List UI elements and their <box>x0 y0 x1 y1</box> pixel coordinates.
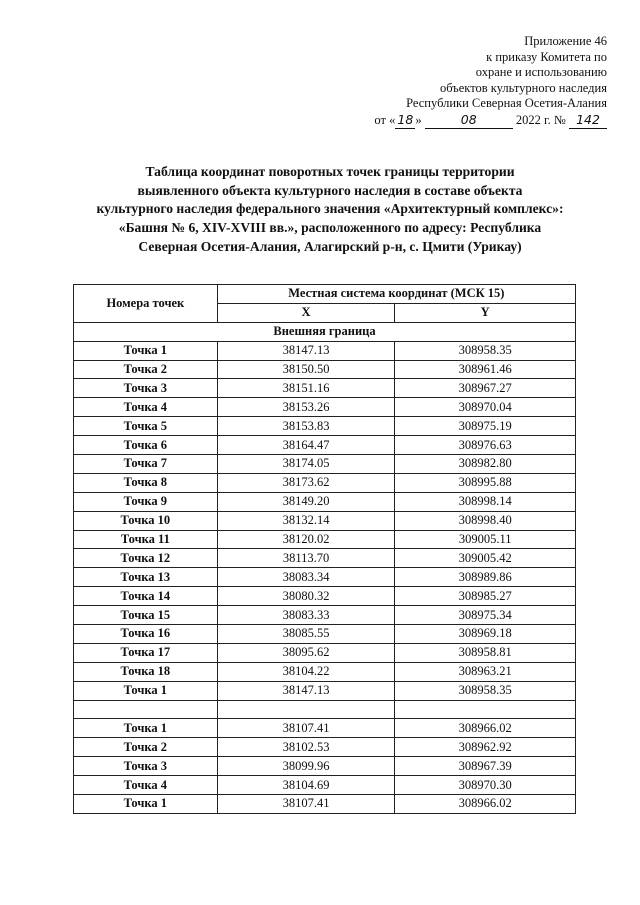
x-value: 38149.20 <box>217 492 395 511</box>
point-label: Точка 8 <box>74 473 218 492</box>
y-value: 308975.34 <box>395 606 576 625</box>
table-row <box>74 417 576 436</box>
point-label: Точка 12 <box>74 549 218 568</box>
point-label: Точка 4 <box>74 398 218 417</box>
y-value: 308963.21 <box>395 662 576 681</box>
y-value: 308989.86 <box>395 568 576 587</box>
table-row <box>74 681 576 700</box>
point-label: Точка 3 <box>74 757 218 776</box>
x-value: 38099.96 <box>217 757 395 776</box>
column-header-x: X <box>217 303 395 322</box>
y-value: 309005.42 <box>395 549 576 568</box>
x-value: 38085.55 <box>217 625 395 644</box>
y-value: 308967.27 <box>395 379 576 398</box>
y-value: 308961.46 <box>395 360 576 379</box>
title-line: Таблица координат поворотных точек границы территории <box>145 164 515 179</box>
table-row <box>74 530 576 549</box>
table-row <box>74 606 576 625</box>
x-value: 38083.34 <box>217 568 395 587</box>
point-label: Точка 7 <box>74 455 218 474</box>
table-row <box>74 436 576 455</box>
title-line: культурного наследия федерального значения «Архитектурный комплекс»: <box>96 201 564 217</box>
order-number: 142 <box>569 112 607 129</box>
point-label: Точка 1 <box>74 341 218 360</box>
empty-cell <box>217 700 395 719</box>
x-value: 38150.50 <box>217 360 395 379</box>
appendix-header <box>307 34 607 129</box>
point-label: Точка 10 <box>74 511 218 530</box>
point-label: Точка 15 <box>74 606 218 625</box>
x-value: 38174.05 <box>217 455 395 474</box>
table-row <box>74 360 576 379</box>
appendix-line: охране и использованию <box>475 65 607 80</box>
point-label: Точка 4 <box>74 776 218 795</box>
column-header-system: Местная система координат (МСК 15) <box>217 285 575 304</box>
x-value: 38120.02 <box>217 530 395 549</box>
table-row <box>74 341 576 360</box>
point-label: Точка 13 <box>74 568 218 587</box>
y-value: 308967.39 <box>395 757 576 776</box>
y-value: 308970.30 <box>395 776 576 795</box>
order-date-line <box>307 112 607 129</box>
x-value: 38147.13 <box>217 681 395 700</box>
y-value: 308975.19 <box>395 417 576 436</box>
title-line: Северная Осетия-Алания, Алагирский р-н, с. Цмити (Урикау) <box>138 238 522 254</box>
empty-separator-row <box>74 700 576 719</box>
order-day: 18 <box>395 112 415 129</box>
table-row <box>74 568 576 587</box>
y-value: 308966.02 <box>395 795 576 814</box>
x-value: 38132.14 <box>217 511 395 530</box>
x-value: 38153.83 <box>217 417 395 436</box>
x-value: 38107.41 <box>217 719 395 738</box>
appendix-line: Приложение 46 <box>524 34 607 48</box>
point-label: Точка 2 <box>74 738 218 757</box>
y-value: 309005.11 <box>395 530 576 549</box>
order-year: 2022 г. № <box>515 112 566 127</box>
empty-cell <box>74 700 218 719</box>
point-label: Точка 1 <box>74 719 218 738</box>
x-value: 38104.69 <box>217 776 395 795</box>
appendix-line: объектов культурного наследия <box>440 80 607 95</box>
y-value: 308970.04 <box>395 398 576 417</box>
x-value: 38102.53 <box>217 738 395 757</box>
table-row <box>74 455 576 474</box>
x-value: 38147.13 <box>217 341 395 360</box>
y-value: 308958.35 <box>395 341 576 360</box>
table-row <box>74 379 576 398</box>
point-label: Точка 9 <box>74 492 218 511</box>
table-row <box>74 662 576 681</box>
column-header-y: Y <box>395 303 576 322</box>
order-month: 08 <box>425 112 513 129</box>
point-label: Точка 11 <box>74 530 218 549</box>
table-row <box>74 492 576 511</box>
coordinates-table <box>73 284 576 814</box>
appendix-line: Республики Северная Осетия-Алания <box>406 96 607 111</box>
document-title <box>60 163 600 257</box>
order-mid: » <box>415 112 422 127</box>
y-value: 308966.02 <box>395 719 576 738</box>
table-row <box>74 795 576 814</box>
table-row <box>74 625 576 644</box>
order-prefix: от « <box>374 112 396 127</box>
column-header-points: Номера точек <box>74 285 218 323</box>
table-row <box>74 776 576 795</box>
table-row <box>74 511 576 530</box>
point-label: Точка 1 <box>74 795 218 814</box>
point-label: Точка 14 <box>74 587 218 606</box>
appendix-line: к приказу Комитета по <box>486 49 607 64</box>
y-value: 308958.35 <box>395 681 576 700</box>
x-value: 38107.41 <box>217 795 395 814</box>
y-value: 308969.18 <box>395 625 576 644</box>
y-value: 308982.80 <box>395 455 576 474</box>
table-row <box>74 473 576 492</box>
table-row <box>74 398 576 417</box>
y-value: 308985.27 <box>395 587 576 606</box>
y-value: 308958.81 <box>395 643 576 662</box>
table-row <box>74 757 576 776</box>
table-row <box>74 549 576 568</box>
empty-cell <box>395 700 576 719</box>
table-row <box>74 643 576 662</box>
x-value: 38151.16 <box>217 379 395 398</box>
point-label: Точка 16 <box>74 625 218 644</box>
point-label: Точка 17 <box>74 643 218 662</box>
table-row <box>74 587 576 606</box>
y-value: 308998.14 <box>395 492 576 511</box>
table-row <box>74 719 576 738</box>
point-label: Точка 5 <box>74 417 218 436</box>
x-value: 38113.70 <box>217 549 395 568</box>
point-label: Точка 1 <box>74 681 218 700</box>
point-label: Точка 3 <box>74 379 218 398</box>
table-row <box>74 738 576 757</box>
y-value: 308998.40 <box>395 511 576 530</box>
y-value: 308995.88 <box>395 473 576 492</box>
title-line: «Башня № 6, XIV-XVIII вв.», расположенного по адресу: Республика <box>118 220 542 236</box>
x-value: 38080.32 <box>217 587 395 606</box>
x-value: 38164.47 <box>217 436 395 455</box>
x-value: 38095.62 <box>217 643 395 662</box>
title-line: выявленного объекта культурного наследия в составе объекта <box>137 182 523 198</box>
point-label: Точка 18 <box>74 662 218 681</box>
y-value: 308976.63 <box>395 436 576 455</box>
point-label: Точка 2 <box>74 360 218 379</box>
x-value: 38173.62 <box>217 473 395 492</box>
point-label: Точка 6 <box>74 436 218 455</box>
x-value: 38104.22 <box>217 662 395 681</box>
x-value: 38153.26 <box>217 398 395 417</box>
x-value: 38083.33 <box>217 606 395 625</box>
y-value: 308962.92 <box>395 738 576 757</box>
section-title-outer: Внешняя граница <box>74 322 576 341</box>
